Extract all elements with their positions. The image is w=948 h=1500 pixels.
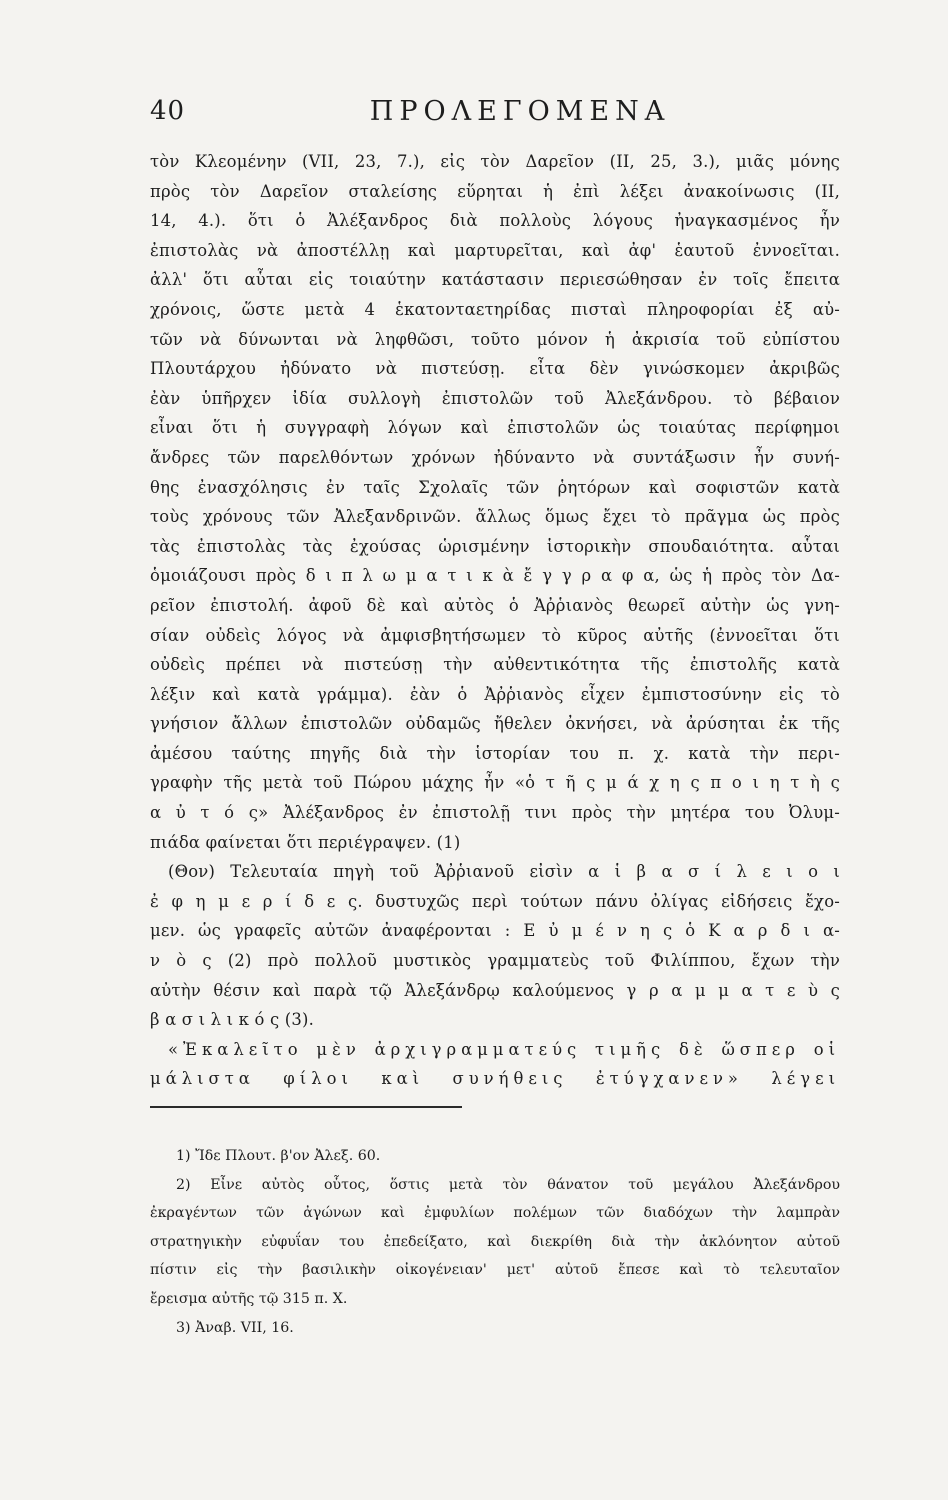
text-line: ν ὸ ς (2) πρὸ πολλοῦ μυστικὸς γραμματεὺς τοῦ Φιλίππου, ἔχων τὴν [150, 951, 840, 971]
quotation-line: «Ἐκαλεῖτο μὲν ἀρχιγραμματεύς τιμῆς δὲ ὥσπερ οἱ [168, 1039, 840, 1059]
text-line: αὐτὴν θέσιν καὶ παρὰ τῷ Ἀλεξάνδρῳ καλούμενος γ ρ α μ μ α τ ε ὺ ς [150, 980, 840, 1000]
text-line: ρεῖον ἐπιστολή. ἀφοῦ δὲ καὶ αὐτὸς ὁ Ἀῤῥιανὸς θεωρεῖ αὐτὴν ὡς γνη- [150, 595, 840, 615]
body-text [150, 147, 840, 1094]
text-line: ἄνδρες τῶν παρελθόντων χρόνων ἠδύναντο νὰ συντάξωσιν ἦν συνή- [150, 447, 840, 467]
text-line: χρόνοις, ὥστε μετὰ 4 ἑκατονταετηρίδας πισταὶ πληροφορίαι ἐξ αὐ- [150, 299, 840, 319]
text-line: τοὺς χρόνους τῶν Ἀλεξανδρινῶν. ἄλλως ὅμως ἔχει τὸ πρᾶγμα ὡς πρὸς [150, 507, 840, 527]
text-line: ἀμέσου ταύτης πηγῆς διὰ τὴν ἱστορίαν του π. χ. κατὰ τὴν περι- [150, 743, 840, 763]
quotation-line: μάλιστα φίλοι καὶ συνήθεις ἐτύγχανεν» λέγει [150, 1069, 840, 1089]
text-line: τῶν νὰ δύνωνται νὰ ληφθῶσι, τοῦτο μόνον ἡ ἀκρισία τοῦ εὐπίστου [150, 329, 840, 349]
text-line: γνήσιον ἄλλων ἐπιστολῶν οὐδαμῶς ἤθελεν ὀκνήσει, νὰ ἀρύσηται ἐκ τῆς [150, 714, 840, 734]
page-header [150, 96, 840, 136]
text-line: μεν. ὡς γραφεῖς αὐτῶν ἀναφέρονται : Ε ὐ μ έ ν η ς ὁ Κ α ρ δ ι α- [150, 921, 840, 941]
text-line: εἶναι ὅτι ἡ συγγραφὴ λόγων καὶ ἐπιστολῶν ὡς τοιαύτας περίφημοι [150, 418, 840, 438]
text-line: (Θον) Τελευταία πηγὴ τοῦ Ἀῤῥιανοῦ εἰσὶν α ἱ β α σ ί λ ε ι ο ι [168, 862, 840, 882]
text-line: ἐ φ η μ ε ρ ί δ ε ς. δυστυχῶς περὶ τούτων πάνυ ὀλίγας εἰδήσεις ἔχο- [150, 891, 840, 911]
page-number: 40 [150, 96, 186, 126]
text-line: σίαν οὐδεὶς λόγος νὰ ἀμφισβητήσωμεν τὸ κῦρος αὐτῆς (ἐννοεῖται ὅτι [150, 625, 840, 645]
text-line: β α σ ι λ ι κ ό ς (3). [150, 1010, 314, 1030]
text-line: 14, 4.). ὅτι ὁ Ἀλέξανδρος διὰ πολλοὺς λόγους ἠναγκασμένος ἦν [150, 211, 840, 231]
footnote-line: πίστιν εἰς τὴν βασιλικὴν οἰκογένειαν' μετ' αὐτοῦ ἔπεσε καὶ τὸ τελευταῖον [150, 1262, 840, 1279]
text-line: ἐπιστολὰς νὰ ἀποστέλλῃ καὶ μαρτυρεῖται, καὶ ἀφ' ἑαυτοῦ ἐννοεῖται. [150, 240, 840, 260]
footnote-line: 3) Ἀναβ. VII, 16. [176, 1319, 294, 1336]
text-line: α ὐ τ ό ς» Ἀλέξανδρος ἐν ἐπιστολῇ τινι πρὸς τὴν μητέρα του Ὀλυμ- [150, 803, 840, 823]
text-line: πιάδα φαίνεται ὅτι περιέγραψεν. (1) [150, 832, 461, 852]
text-line: ὁμοιάζουσι πρὸς δ ι π λ ω μ α τ ι κ ὰ ἔ γ γ ρ α φ α, ὡς ἡ πρὸς τὸν Δα- [150, 566, 840, 586]
text-line: θης ἐνασχόλησις ἐν ταῖς Σχολαῖς τῶν ῥητόρων καὶ σοφιστῶν κατὰ [150, 477, 840, 497]
text-line: ἐὰν ὑπῆρχεν ἰδία συλλογὴ ἐπιστολῶν τοῦ Ἀλεξάνδρου. τὸ βέβαιον [150, 388, 840, 408]
text-line: τὸν Κλεομένην (VII, 23, 7.), εἰς τὸν Δαρεῖον (ΙΙ, 25, 3.), μιᾶς μόνης [150, 152, 840, 171]
text-line: οὐδεὶς πρέπει νὰ πιστεύσῃ τὴν αὐθεντικότητα τῆς ἐπιστολῆς κατὰ [150, 655, 840, 675]
footnote-line: ἐκραγέντων τῶν ἀγώνων καὶ ἐμφυλίων πολέμων τῶν διαδόχων τὴν λαμπρὰν [150, 1205, 840, 1222]
footnotes [150, 1142, 840, 1342]
text-line: τὰς ἐπιστολὰς τὰς ἐχούσας ὡρισμένην ἱστορικὴν σπουδαιότητα. αὗται [150, 536, 840, 556]
text-line: Πλουτάρχου ἠδύνατο νὰ πιστεύσῃ. εἶτα δὲν γινώσκομεν ἀκριβῶς [150, 359, 840, 379]
text-line: ἀλλ' ὅτι αὗται εἰς τοιαύτην κατάστασιν περιεσώθησαν ἐν τοῖς ἔπειτα [150, 270, 840, 290]
footnote-line: στρατηγικὴν εὐφυΐαν του ἐπεδείξατο, καὶ διεκρίθη διὰ τὴν ἀκλόνητον αὐτοῦ [150, 1233, 840, 1250]
text-line: πρὸς τὸν Δαρεῖον σταλείσης εὕρηται ἡ ἐπὶ λέξει ἀνακοίνωσις (ΙΙ, [150, 181, 840, 201]
running-head: ΠΡΟΛΕΓΟΜΕΝΑ [369, 96, 671, 127]
text-line: λέξιν καὶ κατὰ γράμμα). ἐὰν ὁ Ἀῤῥιανὸς εἶχεν ἐμπιστοσύνην εἰς τὸ [150, 684, 840, 704]
footnote-line: 2) Εἶνε αὐτὸς οὗτος, ὅστις μετὰ τὸν θάνατον τοῦ μεγάλου Ἀλεξάνδρου [176, 1176, 840, 1193]
footnote-rule [150, 1106, 462, 1108]
text-line: γραφὴν τῆς μετὰ τοῦ Πώρου μάχης ἦν «ὁ τ ῆ ς μ ά χ η ς π ο ι η τ ὴ ς [150, 773, 840, 793]
footnote-line: ἔρεισμα αὐτῆς τῷ 315 π. Χ. [150, 1290, 348, 1307]
footnote-line: 1) Ἴδε Πλουτ. β'ον Ἀλεξ. 60. [176, 1148, 381, 1164]
